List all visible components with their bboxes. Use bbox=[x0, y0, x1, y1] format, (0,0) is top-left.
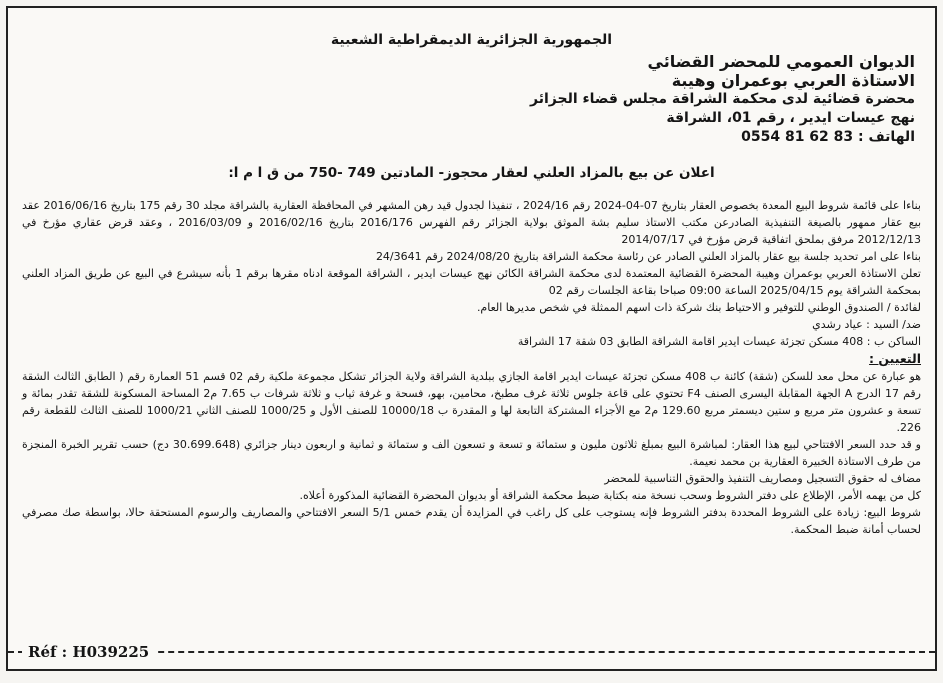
announcement-title: اعلان عن بيع بالمزاد العلني لعقار محجوز- المادتين 749 -750 من ق ا م ا: bbox=[228, 165, 715, 181]
designation-heading: التعيين : bbox=[869, 351, 921, 366]
bailiff-office-header bbox=[8, 52, 935, 147]
paragraph-opening-price: و قد حدد السعر الافتتاحي لبيع هذا العقار: لمباشرة البيع بمبلغ ثلاثون مليون و ستمائة و تسعة و تسعون الف و ستمائة و ثمانية و اربعون دينار جزائري (30.699.648 دج) حسب تقرير الخبرة المنجزة من طرف الاستاذة الخبيرة العقارية بن محمد نعيمة. bbox=[22, 438, 921, 468]
paragraph-beneficiary: لفائدة / الصندوق الوطني للتوفير و الاحتياط بنك شركة ذات اسهم الممثلة في شخص مديرها العام. bbox=[476, 301, 921, 314]
office-phone bbox=[28, 128, 915, 147]
reference-number: Réf : H039225 bbox=[22, 641, 155, 663]
paragraph-fees: مضاف له حقوق التسجيل ومصاريف التنفيذ والحقوق التناسبية للمحضر bbox=[604, 472, 921, 485]
phone-number: 0554 81 62 83 bbox=[741, 129, 854, 145]
bailiff-name: الاستاذة العربي بوعمران وهيبة bbox=[671, 71, 915, 90]
paragraph-property-description: هو عبارة عن محل معد للسكن (شقة) كائنة ب 408 مسكن تجزئة عيسات ايدير اقامة الجازي ببلدية الشراقة ولاية الجزائر تشكل مجموعة ملكية رقم 02 قسم 51 العمارة رقم ( الطابق الثالث الشقة رقم 17 الدرج A الجهة المقابلة اليسرى الصنف F4 تحتوي على قاعة جلوس ثلاثة غرف مطبخ، محامين، بهو، فسحة و غرفة ثياب و ثلاثة شرفات ب 7.65 م2 المساحة المسكونة للشقة تقدر بمائة و تسعة و عشرون متر مربع و ستين ديسمتر مربع 129.60 م2 مع الأجزاء المشتركة التابعة لها و المقدرة ب 10000/18 للصنف الأول و 1000/25 للصنف الثاني 1000/21 للصنف الثالث للقطعة رقم 226. bbox=[22, 370, 922, 434]
republic-title: الجمهورية الجزائرية الديمقراطية الشعبية bbox=[330, 32, 613, 48]
office-name: الديوان العمومي للمحضر القضائي bbox=[647, 52, 915, 71]
phone-label: الهاتف : bbox=[858, 129, 915, 145]
office-address: نهج عيسات ايدير ، رقم 01، الشراقة bbox=[666, 110, 915, 126]
court-affiliation: محضرة قضائية لدى محكمة الشراقة مجلس قضاء الجزائر bbox=[530, 91, 915, 107]
legal-notice-page bbox=[6, 6, 937, 671]
paragraph-sale-announcement: تعلن الاستاذة العربي بوعمران وهيبة المحضرة القضائية المعتمدة لدى محكمة الشراقة الكائن نهج عيسات ايدير ، الشراقة الموقعة ادناه مقرها برقم 1 بأنه سيشرع في البيع عن طريق المزاد العلني بمحكمة الشراقة يوم 2025/04/15 الساعة 09:00 صباحا بقاعة الجلسات رقم 02 bbox=[22, 267, 921, 297]
notice-body bbox=[8, 197, 935, 538]
paragraph-basis-conditions: بناءا على قائمة شروط البيع المعدة بخصوص العقار بتاريخ 07-04-2024 رقم 2024/16 ، تنفيذا لجدول قيد رهن المشهر في المحافظة العقارية بالشراقة مجلد 30 رقم 175 بتاريخ 2016/06/16 عقد بيع عقار ممهور بالصيغة التنفيذية الصادرعن مكتب الاستاذ سليم بشة الموثق بولاية الجزائر رقم الفهرس 2016/176 بتاريخ 2016/02/16 و 2016/03/09 ، وعقد قرض عقاري مؤرخ في 2012/12/13 مرفق بملحق اتفاقية قرض مؤرخ في 2014/07/17 bbox=[22, 199, 922, 246]
paragraph-residence: الساكن ب : 408 مسكن تجزئة عيسات ايدير اقامة الشراقة الطابق 03 شقة 17 الشراقة bbox=[517, 335, 921, 348]
paragraph-court-order: بناءا على امر تحديد جلسة بيع عقار بالمزاد العلني الصادر عن رئاسة محكمة الشراقة بتاريخ 2024/08/20 رقم 24/3641 bbox=[375, 250, 921, 263]
reference-footer bbox=[8, 641, 935, 663]
paragraph-defendant: ضد/ السيد : عياد رشدي bbox=[812, 318, 921, 331]
paragraph-consultation: كل من يهمه الأمر، الإطلاع على دفتر الشروط وسحب نسخة منه بكتابة ضبط محكمة الشراقة أو بديوان المحضرة القضائية المذكورة أعلاه. bbox=[299, 489, 921, 502]
paragraph-sale-conditions: شروط البيع: زيادة على الشروط المحددة بدفتر الشروط فإنه يستوجب على كل راغب في المزايدة أن يقدم خمس 5/1 السعر الافتتاحي والمصاريف والرسوم المستحقة حالا، بواسطة صك مصرفي لحساب أمانة ضبط المحكمة. bbox=[22, 506, 921, 536]
